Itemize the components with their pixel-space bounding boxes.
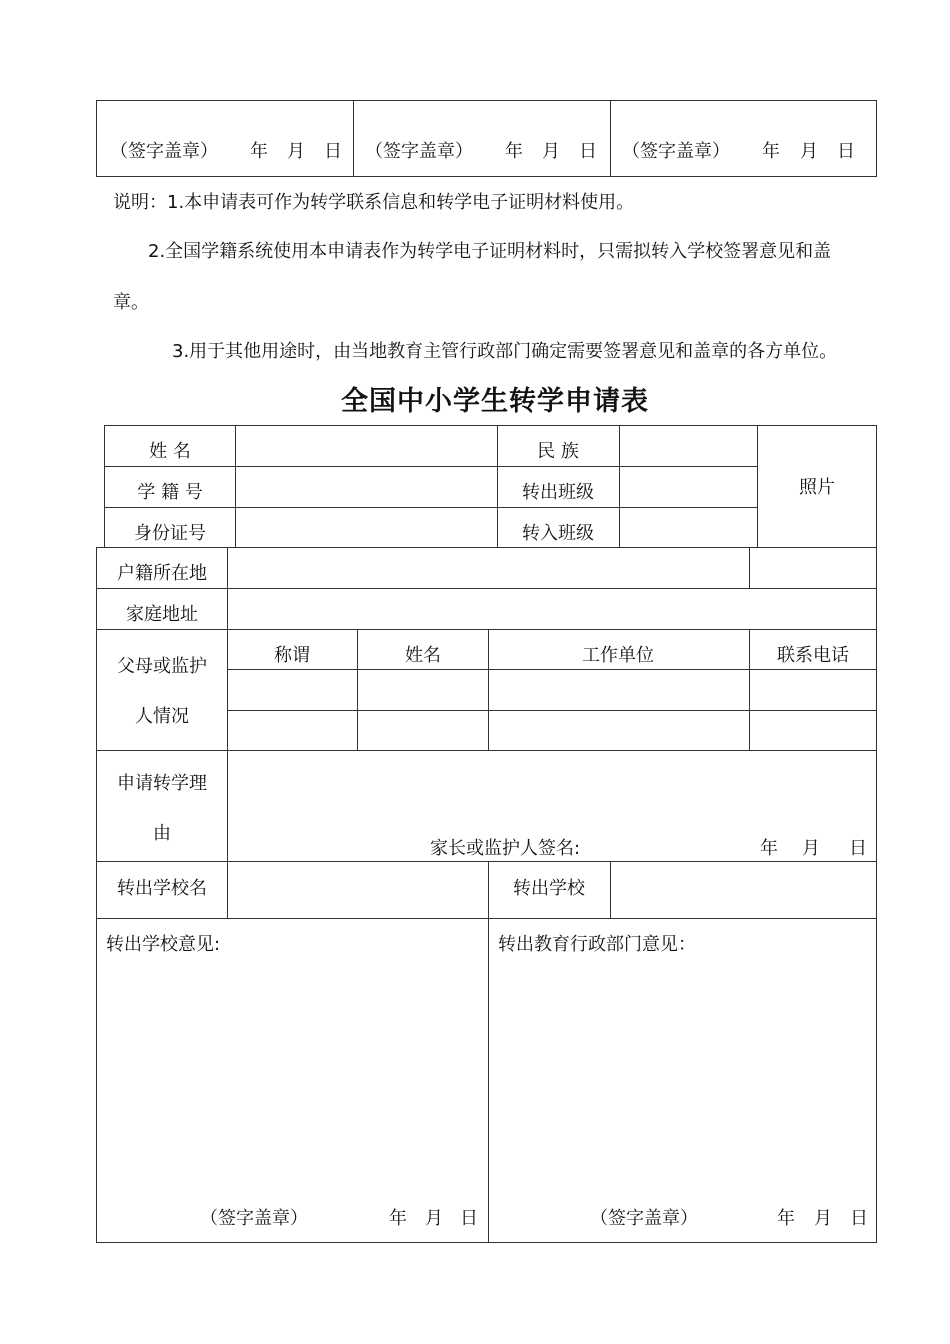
guardian-col-divider-2 — [488, 629, 489, 751]
top-table-border-top — [96, 100, 877, 101]
out-school-label: 转出学校 — [513, 878, 585, 899]
upper-row-divider-1 — [104, 466, 757, 467]
top-year-1: 年 — [250, 141, 268, 162]
parent-sign-label: 家长或监护人签名: — [430, 838, 581, 859]
bottom-left-year: 年 — [389, 1208, 407, 1229]
top-month-1: 月 — [287, 141, 305, 162]
reason-day: 日 — [849, 838, 867, 859]
guardian-header-phone: 联系电话 — [777, 645, 849, 666]
row-divider-household — [96, 588, 877, 589]
guardian-row-divider-2 — [227, 710, 877, 711]
top-year-2: 年 — [505, 141, 523, 162]
top-day-2: 日 — [579, 141, 597, 162]
note-1: 说明：1.本申请表可作为转学联系信息和转学电子证明材料使用。 — [113, 192, 635, 213]
top-sign-3: （签字盖章） — [622, 141, 730, 162]
upper-border-left — [104, 425, 105, 548]
upper-row-divider-2 — [104, 507, 757, 508]
label-col-divider — [227, 547, 228, 919]
top-month-3: 月 — [800, 141, 818, 162]
guardian-row-divider-1 — [227, 669, 877, 670]
household-extra-divider — [749, 547, 750, 588]
student-id-label: 学 籍 号 — [137, 482, 203, 503]
reason-year: 年 — [760, 838, 778, 859]
in-class-label: 转入班级 — [522, 523, 594, 544]
top-table-divider-2 — [610, 100, 611, 177]
bottom-left-month: 月 — [425, 1208, 443, 1229]
upper-border-right — [876, 425, 877, 548]
guardian-label-1: 父母或监护 — [117, 656, 207, 677]
top-year-3: 年 — [762, 141, 780, 162]
guardian-label-2: 人情况 — [135, 706, 189, 727]
main-border-top — [96, 547, 877, 548]
bottom-right-sign: （签字盖章） — [590, 1208, 698, 1229]
top-table-border-right — [876, 100, 877, 177]
household-label: 户籍所在地 — [117, 563, 207, 584]
form-title: 全国中小学生转学申请表 — [341, 386, 649, 417]
out-edu-opinion-label: 转出教育行政部门意见： — [498, 934, 696, 955]
bottom-left-day: 日 — [460, 1208, 478, 1229]
bottom-left-sign: （签字盖章） — [200, 1208, 308, 1229]
reason-label-1: 申请转学理 — [117, 773, 207, 794]
upper-col-divider-3 — [619, 425, 620, 548]
guardian-col-divider-1 — [357, 629, 358, 751]
address-label: 家庭地址 — [126, 604, 198, 625]
note-3: 3.用于其他用途时，由当地教育主管行政部门确定需要签署意见和盖章的各方单位。 — [172, 341, 838, 362]
top-table-divider-1 — [353, 100, 354, 177]
top-table-border-left — [96, 100, 97, 177]
bottom-right-day: 日 — [850, 1208, 868, 1229]
guardian-col-divider-3 — [749, 629, 750, 751]
bottom-right-year: 年 — [777, 1208, 795, 1229]
guardian-header-employer: 工作单位 — [582, 645, 654, 666]
top-sign-1: （签字盖章） — [110, 141, 218, 162]
upper-col-divider-2 — [497, 425, 498, 548]
main-border-right — [876, 547, 877, 1243]
out-class-label: 转出班级 — [522, 482, 594, 503]
top-day-1: 日 — [324, 141, 342, 162]
note-2b: 章。 — [113, 292, 149, 313]
out-school-opinion-label: 转出学校意见: — [106, 934, 221, 955]
top-table-border-bottom — [96, 176, 877, 177]
guardian-header-name: 姓名 — [405, 645, 441, 666]
main-border-bottom — [96, 1242, 877, 1243]
top-day-3: 日 — [837, 141, 855, 162]
id-card-label: 身份证号 — [134, 523, 206, 544]
photo-label: 照片 — [799, 477, 835, 498]
upper-border-top — [104, 425, 877, 426]
top-month-2: 月 — [542, 141, 560, 162]
bottom-right-month: 月 — [814, 1208, 832, 1229]
reason-label-2: 由 — [153, 823, 171, 844]
row-divider-address — [96, 629, 877, 630]
out-school-name-label: 转出学校名 — [117, 878, 207, 899]
row-divider-reason — [96, 861, 877, 862]
row-divider-school — [96, 918, 877, 919]
ethnicity-label: 民 族 — [537, 441, 579, 462]
upper-col-divider-1 — [235, 425, 236, 548]
guardian-header-title: 称谓 — [274, 645, 310, 666]
note-2a: 2.全国学籍系统使用本申请表作为转学电子证明材料时，只需拟转入学校签署意见和盖 — [148, 241, 832, 262]
row-divider-guardian — [96, 750, 877, 751]
upper-col-divider-4 — [757, 425, 758, 548]
school-col-divider-2 — [610, 861, 611, 919]
name-label: 姓 名 — [149, 441, 191, 462]
school-col-divider-1 — [488, 861, 489, 1243]
top-sign-2: （签字盖章） — [365, 141, 473, 162]
main-border-left — [96, 547, 97, 1243]
reason-month: 月 — [802, 838, 820, 859]
